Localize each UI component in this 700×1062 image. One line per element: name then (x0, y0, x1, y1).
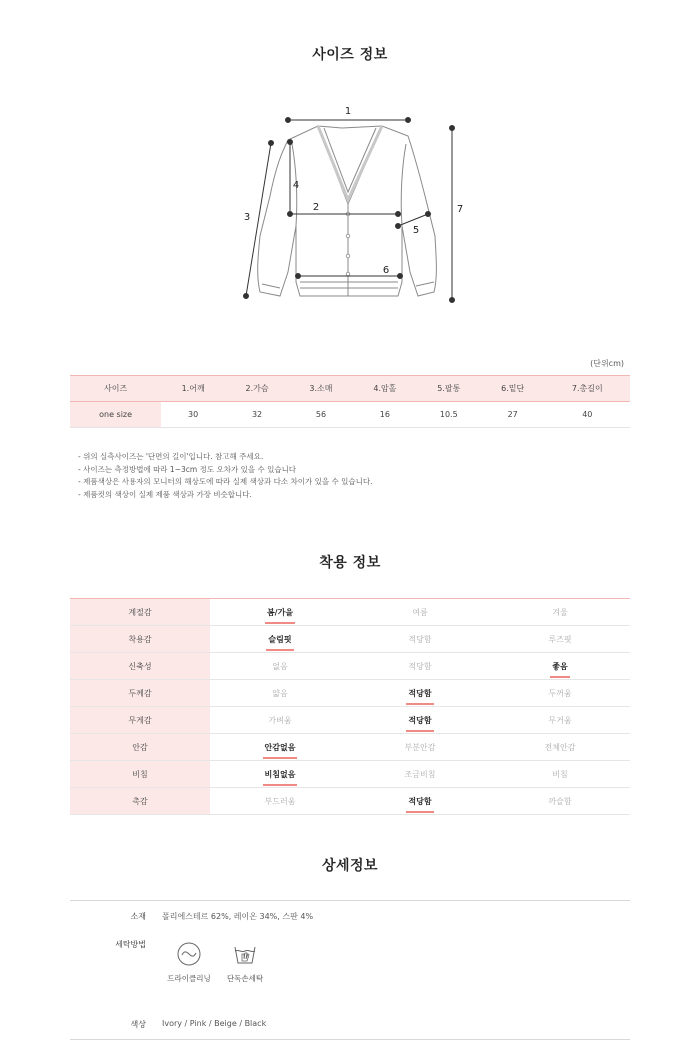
size-table-header: 2.가슴 (225, 376, 289, 402)
detail-info-title: 상세정보 (321, 858, 379, 874)
fit-row-label: 착용감 (70, 626, 210, 653)
fit-option (490, 626, 630, 653)
size-table-header-row (70, 376, 630, 402)
size-value-cell: 30 (161, 402, 225, 428)
fit-option-label: 없음 (272, 661, 288, 671)
color-label: 색상 (130, 1020, 146, 1029)
fit-option-label: 적당함 (408, 688, 432, 698)
fit-option-selected (350, 680, 490, 707)
fit-option-label: 부분안감 (404, 742, 436, 752)
care-item (218, 941, 272, 984)
diagram-label-7: 7 (456, 204, 464, 215)
fit-option-label: 좋음 (552, 661, 568, 671)
fit-row-label: 비침 (70, 761, 210, 788)
fit-option-label: 슬림핏 (268, 634, 292, 644)
cardigan-measurement-diagram (230, 96, 480, 316)
fit-option (350, 734, 490, 761)
fit-option (490, 788, 630, 815)
size-table-header: 6.밑단 (481, 376, 545, 402)
fit-option-selected (490, 653, 630, 680)
fit-option-label: 안감없음 (264, 742, 296, 752)
table-row (70, 402, 630, 428)
fit-row-label: 안감 (70, 734, 210, 761)
fit-option (350, 653, 490, 680)
fit-option (350, 599, 490, 626)
fit-option-label: 비침 (552, 769, 568, 779)
material-value: 폴리에스테르 62%, 레이온 34%, 스판 4% (162, 912, 314, 921)
fit-row (70, 626, 630, 653)
fit-option-label: 여름 (412, 607, 428, 617)
note-item: - 제품컷의 색상이 실제 제품 색상과 가장 비슷합니다. (78, 489, 252, 499)
fit-option (350, 761, 490, 788)
fit-table (70, 598, 630, 815)
diagram-label-5: 5 (412, 225, 420, 236)
fit-option-label: 무거움 (548, 715, 572, 725)
fit-option-label: 루즈핏 (548, 634, 572, 644)
fit-option-selected (210, 626, 350, 653)
fit-option-label: 적당함 (408, 661, 432, 671)
fit-option (490, 599, 630, 626)
fit-row (70, 653, 630, 680)
fit-option (210, 707, 350, 734)
size-value-cell: 40 (545, 402, 630, 428)
care-item-label: 드라이클리닝 (167, 974, 211, 983)
fit-row (70, 680, 630, 707)
fit-option-label: 얇음 (272, 688, 288, 698)
fit-option-label: 적당함 (408, 715, 432, 725)
note-item: - 사이즈는 측정방법에 따라 1~3cm 정도 오차가 있을 수 있습니다 (78, 464, 297, 474)
care-label: 세탁방법 (115, 940, 146, 949)
hand-wash-icon (232, 941, 258, 967)
fit-option-label: 조금비침 (404, 769, 436, 779)
fit-option (350, 626, 490, 653)
care-item (162, 941, 216, 984)
fit-option-selected (210, 599, 350, 626)
care-item-label: 단독손세탁 (226, 974, 264, 983)
material-label: 소재 (130, 912, 146, 921)
fit-row-label: 두께감 (70, 680, 210, 707)
fit-row (70, 599, 630, 626)
diagram-label-2: 2 (312, 202, 320, 213)
fit-option (490, 734, 630, 761)
fit-option (210, 653, 350, 680)
fit-row (70, 761, 630, 788)
diagram-label-3: 3 (243, 212, 251, 223)
size-value-cell: 10.5 (417, 402, 481, 428)
fit-row-label: 무게감 (70, 707, 210, 734)
diagram-label-4: 4 (292, 180, 300, 191)
size-notes (78, 451, 373, 501)
fit-row (70, 707, 630, 734)
fit-option-label: 부드러움 (264, 796, 296, 806)
fit-option-selected (210, 734, 350, 761)
size-value-cell: 32 (225, 402, 289, 428)
note-item: - 제품색상은 사용자의 모니터의 해상도에 따라 실제 색상과 다소 차이가 있을 수 있습니다. (78, 477, 373, 486)
fit-option (210, 680, 350, 707)
fit-row-label: 촉감 (70, 788, 210, 815)
size-value-cell: 56 (289, 402, 353, 428)
size-name-cell: one size (70, 402, 161, 428)
fit-option (210, 788, 350, 815)
fit-option-label: 비침없음 (264, 769, 296, 779)
size-value-cell: 16 (353, 402, 417, 428)
size-table-header: 1.어깨 (161, 376, 225, 402)
size-table (70, 375, 630, 428)
diagram-label-1: 1 (344, 106, 352, 117)
fit-option-label: 두꺼움 (548, 688, 572, 698)
size-table-header: 사이즈 (70, 376, 161, 402)
fit-option-label: 전체안감 (544, 742, 576, 752)
diagram-label-6: 6 (382, 265, 390, 276)
fit-option-label: 적당함 (408, 634, 432, 644)
fit-option (490, 707, 630, 734)
dry-clean-icon (176, 941, 202, 967)
size-info-title: 사이즈 정보 (312, 47, 388, 63)
fit-option-label: 적당함 (408, 796, 432, 806)
fit-option-selected (350, 788, 490, 815)
fit-row-label: 신축성 (70, 653, 210, 680)
fit-option-selected (210, 761, 350, 788)
fit-row (70, 788, 630, 815)
fit-option-label: 까슬함 (548, 796, 572, 806)
detail-table (70, 900, 630, 1040)
color-value: Ivory / Pink / Beige / Black (162, 1019, 267, 1028)
fit-option (490, 761, 630, 788)
fit-option-label: 봄/가을 (266, 607, 294, 617)
fit-option-selected (350, 707, 490, 734)
fit-row (70, 734, 630, 761)
note-item: - 위의 실측사이즈는 '단면의 길이'입니다. 참고해 주세요. (78, 452, 264, 461)
size-table-header: 4.암홀 (353, 376, 417, 402)
size-value-cell: 27 (481, 402, 545, 428)
size-table-header: 7.총길이 (545, 376, 630, 402)
size-table-header: 3.소매 (289, 376, 353, 402)
fit-option-label: 겨울 (552, 607, 568, 617)
fit-info-title: 착용 정보 (319, 555, 381, 571)
fit-option-label: 가벼움 (268, 715, 292, 725)
fit-option (490, 680, 630, 707)
fit-row-label: 계절감 (70, 599, 210, 626)
size-table-header: 5.팔통 (417, 376, 481, 402)
unit-note: (단위cm) (590, 359, 624, 368)
